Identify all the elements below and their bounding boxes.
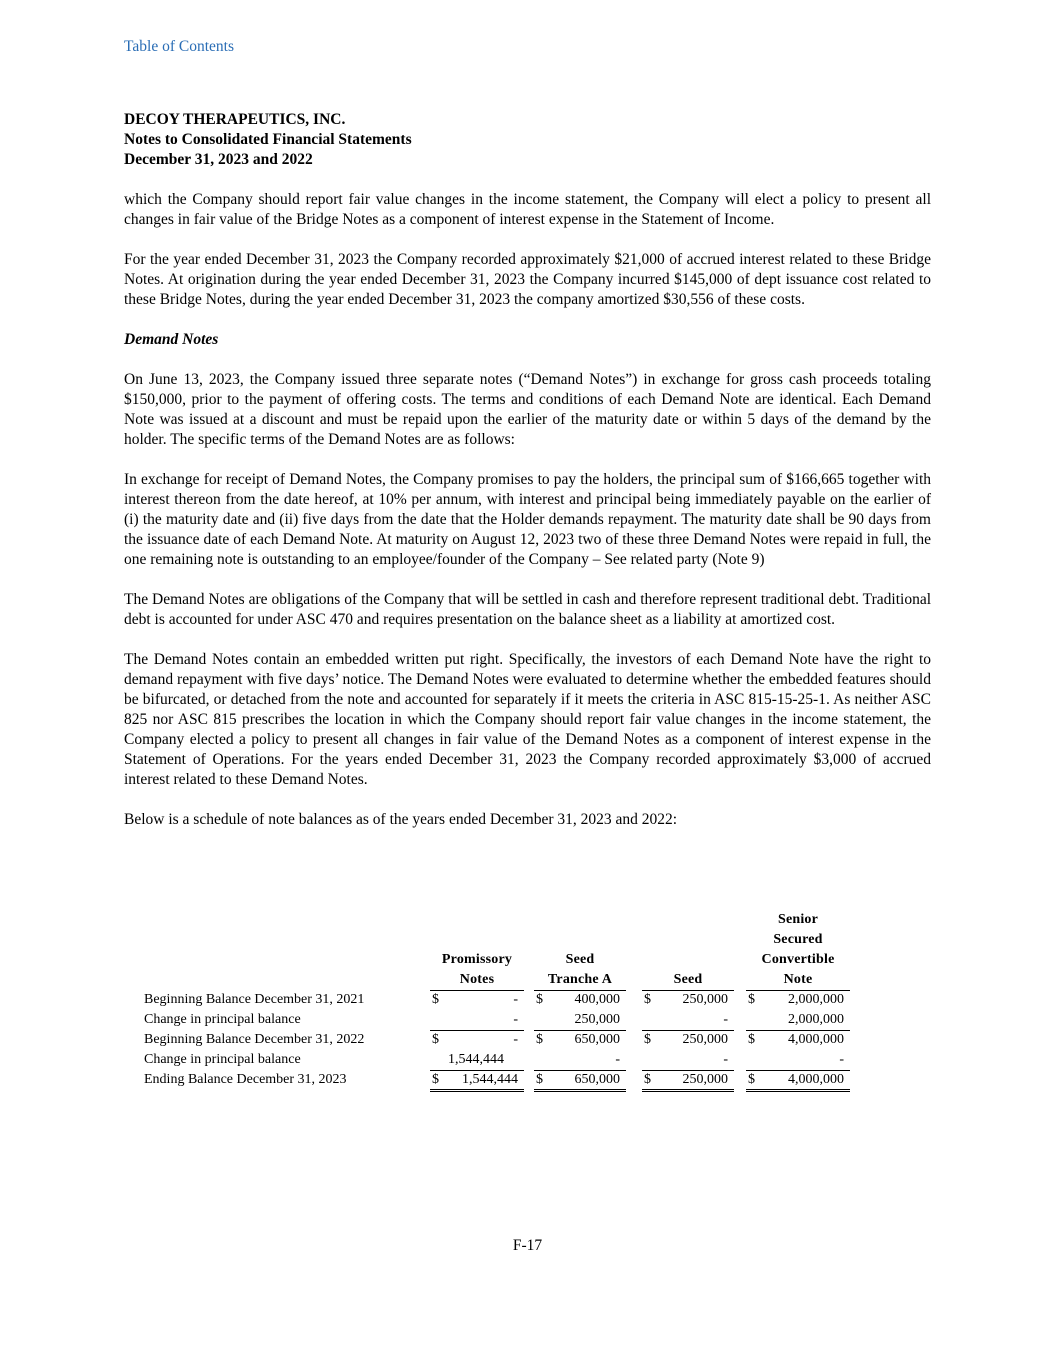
column-header — [642, 930, 734, 950]
document-header — [124, 110, 412, 170]
column-header — [430, 930, 524, 950]
column-header: Senior — [777, 912, 819, 927]
table-of-contents-link[interactable]: Table of Contents — [124, 38, 234, 55]
table-cell: $ 650,000 — [534, 1070, 626, 1092]
table-cell: $ - — [432, 992, 518, 1007]
table-row — [124, 990, 864, 1010]
row-label: Ending Balance December 31, 2023 — [144, 1072, 347, 1087]
paragraph: which the Company should report fair value changes in the income statement, the Company will elect a policy to present all changes in fair value of the Bridge Notes as a component of interest expense in the Statement of Income. — [124, 191, 931, 228]
column-header — [430, 910, 524, 930]
table-header-row — [124, 910, 864, 930]
column-header — [642, 950, 734, 970]
table-cell: $ 1,544,444 — [430, 1070, 524, 1092]
table-cell: - — [746, 1050, 850, 1071]
table-cell: $ 4,000,000 — [746, 1070, 850, 1092]
paragraph: For the year ended December 31, 2023 the Company recorded approximately $21,000 of accrued interest related to these Bridge Notes. At origination during the year ended December 31, 2023 the Company incurred $145,000 of dept issuance cost related to these Bridge Notes, during the year ended December 31, 2023 the company amortized $30,556 of these costs. — [124, 251, 931, 308]
statement-title: Notes to Consolidated Financial Statements — [124, 131, 412, 148]
table-cell: $ 4,000,000 — [748, 1032, 844, 1047]
column-header: Secured — [773, 932, 823, 947]
paragraph: The Demand Notes are obligations of the Company that will be settled in cash and therefore represent traditional debt. Traditional debt is accounted for under ASC 470 and requires presentation on the balance sheet as a liability at amortized cost. — [124, 591, 931, 628]
page-number: F-17 — [512, 1237, 543, 1254]
table-cell: $ - — [432, 1032, 518, 1047]
table-cell: - — [642, 1050, 734, 1071]
row-label: Change in principal balance — [144, 1012, 301, 1027]
table-cell: $ 400,000 — [536, 992, 620, 1007]
table-header-row — [124, 950, 864, 970]
table-row — [124, 1050, 864, 1070]
table-row — [124, 1030, 864, 1050]
column-header: Convertible — [761, 952, 835, 967]
row-label: Change in principal balance — [144, 1052, 301, 1067]
table-cell: $ 250,000 — [644, 992, 728, 1007]
table-row — [124, 1070, 864, 1090]
table-cell: $ 2,000,000 — [748, 992, 844, 1007]
paragraph: On June 13, 2023, the Company issued three separate notes (“Demand Notes”) in exchange for gross cash proceeds totaling $150,000, prior to the payment of offering costs. The terms and conditions of each Demand Note are identical. Each Demand Note was issued at a discount and must be repaid upon the earlier of the maturity date or within 5 days of the demand by the holder. The specific terms of the Demand Notes are as follows: — [124, 371, 931, 448]
row-label: Beginning Balance December 31, 2021 — [144, 992, 365, 1007]
column-header: Seed — [565, 952, 595, 967]
paragraph: Below is a schedule of note balances as of the years ended December 31, 2023 and 2022: — [124, 811, 678, 828]
column-header: Note — [746, 970, 850, 991]
paragraph: In exchange for receipt of Demand Notes, the Company promises to pay the holders, the principal sum of $166,665 together with interest thereon from the date hereof, at 10% per annum, with interest and principal being immediately payable on the earlier of (i) the maturity date and (ii) five days from the date that the Holder demands repayment. The maturity date shall be 90 days from the issuance date of each Demand Note. At maturity on August 12, 2023 two of these three Demand Notes were repaid in full, the one remaining note is outstanding to an employee/founder of the Company – See related party (Note 9) — [124, 471, 931, 568]
table-cell: 2,000,000 — [746, 1010, 850, 1031]
table-cell: 250,000 — [534, 1010, 626, 1031]
table-cell: $ 250,000 — [642, 1070, 734, 1092]
table-cell: - — [642, 1010, 734, 1031]
column-header: Tranche A — [534, 970, 626, 991]
company-name: DECOY THERAPEUTICS, INC. — [124, 111, 346, 128]
table-cell: - — [534, 1050, 626, 1071]
table-cell: - — [430, 1010, 524, 1031]
section-heading: Demand Notes — [124, 331, 219, 348]
column-header — [534, 930, 626, 950]
table-header-row — [124, 930, 864, 950]
column-header: Seed — [642, 970, 734, 991]
table-cell: 1,544,444 — [430, 1050, 524, 1071]
column-header — [642, 910, 734, 930]
table-row — [124, 1010, 864, 1030]
note-balances-table — [124, 910, 864, 1090]
table-cell: $ 650,000 — [536, 1032, 620, 1047]
column-header — [534, 910, 626, 930]
row-label: Beginning Balance December 31, 2022 — [144, 1032, 365, 1047]
table-header-row — [124, 970, 864, 990]
column-header: Notes — [430, 970, 524, 991]
statement-period: December 31, 2023 and 2022 — [124, 151, 313, 168]
notes-body — [124, 190, 931, 850]
table-cell: $ 250,000 — [644, 1032, 728, 1047]
column-header: Promissory — [441, 952, 513, 967]
paragraph: The Demand Notes contain an embedded written put right. Specifically, the investors of each Demand Note have the right to demand repayment with five days’ notice. The Demand Notes were evaluated to determine whether the embedded features should be bifurcated, or detached from the note and accounted for separately if it meets the criteria in ASC 815-15-25-1. As neither ASC 825 nor ASC 815 prescribes the location in which the Company should report fair value changes in the income statement, the Company elected a policy to present all changes in fair value of the Demand Notes as a component of interest expense in the Statement of Operations. For the years ended December 31, 2023 the Company recorded approximately $3,000 of accrued interest related to these Demand Notes. — [124, 651, 931, 788]
